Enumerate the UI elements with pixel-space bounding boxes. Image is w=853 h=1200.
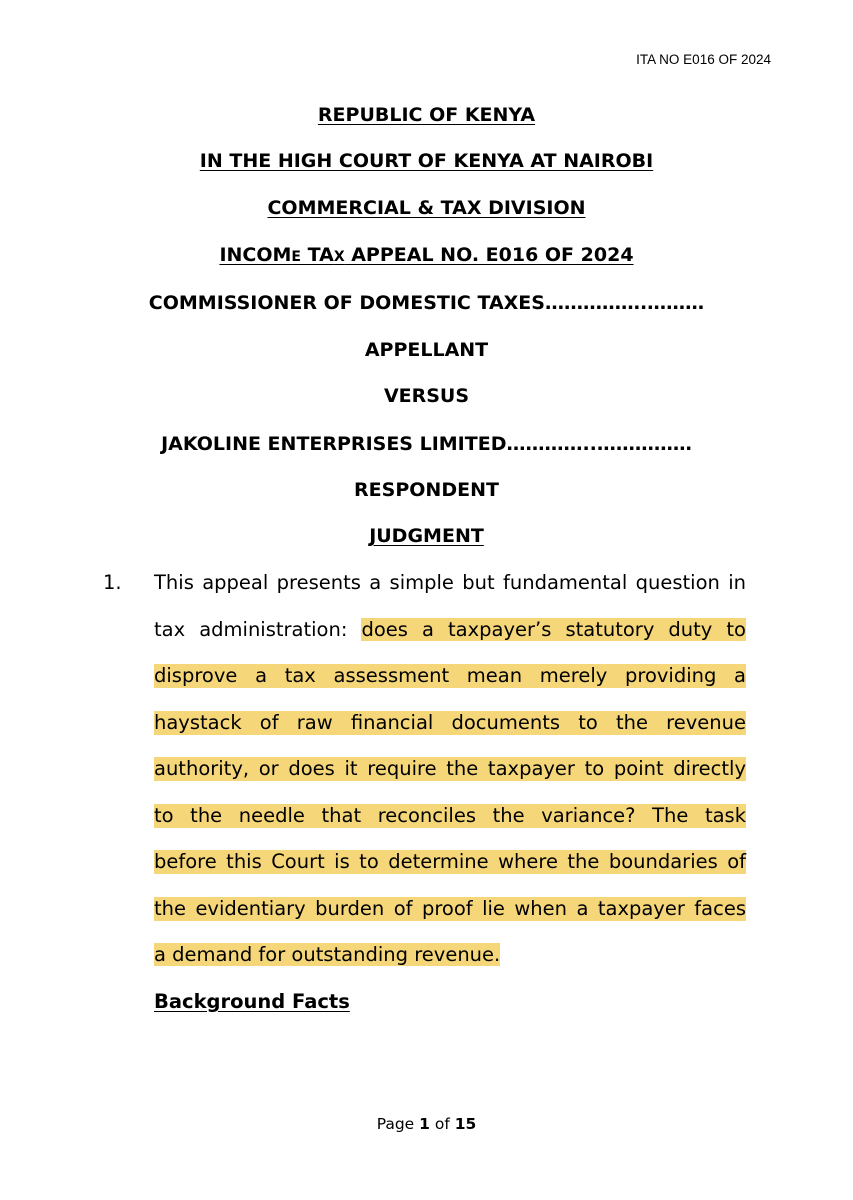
respondent-label: RESPONDENT bbox=[354, 479, 499, 501]
paragraph-line-3: disprove a tax assessment mean merely providing a bbox=[154, 664, 746, 687]
judgment-heading-text: JUDGMENT bbox=[369, 525, 484, 547]
appeal-part-d: X bbox=[333, 249, 345, 265]
title-court-text: IN THE HIGH COURT OF KENYA AT NAIROBI bbox=[199, 150, 654, 172]
footer-page-total: 15 bbox=[454, 1115, 477, 1133]
footer-page-number: 1 bbox=[419, 1115, 430, 1133]
paragraph-line-9-highlight: a demand for outstanding revenue. bbox=[154, 943, 501, 966]
document-reference: ITA NO E016 OF 2024 bbox=[636, 52, 771, 67]
title-court bbox=[0, 149, 853, 173]
paragraph-line-7: before this Court is to determine where the boundaries of bbox=[154, 850, 746, 873]
versus-label: VERSUS bbox=[383, 385, 470, 407]
paragraph-line-9 bbox=[154, 943, 500, 967]
appeal-part-c: TA bbox=[301, 244, 334, 266]
title-division bbox=[0, 196, 853, 220]
title-division-text: COMMERCIAL & TAX DIVISION bbox=[267, 197, 586, 219]
paragraph-line-2 bbox=[154, 618, 746, 642]
appellant-label: APPELLANT bbox=[364, 339, 489, 361]
paragraph-line-8: the evidentiary burden of proof lie when a taxpayer faces bbox=[154, 897, 746, 920]
paragraph-line-2-plain: tax administration: bbox=[154, 618, 362, 641]
footer-of-word: of bbox=[429, 1115, 455, 1133]
paragraph-line-5: authority, or does it require the taxpayer to point directly bbox=[154, 757, 746, 780]
footer-page-word: Page bbox=[376, 1115, 420, 1133]
appellant-name: COMMISSIONER OF DOMESTIC TAXES…………….……… bbox=[148, 292, 705, 314]
paragraph-line-1: This appeal presents a simple but fundamental question in bbox=[154, 571, 746, 594]
paragraph-line-4: haystack of raw financial documents to the revenue bbox=[154, 711, 746, 734]
title-republic bbox=[0, 103, 853, 127]
appeal-part-e: APPEAL NO. E016 OF 2024 bbox=[344, 244, 634, 266]
appeal-part-b: E bbox=[291, 249, 301, 265]
page-footer bbox=[0, 1115, 853, 1133]
appeal-part-a: INCOM bbox=[219, 244, 292, 266]
paragraph-number: 1. bbox=[103, 571, 122, 594]
paragraph-line-2-highlight: does a taxpayer’s statutory duty to bbox=[361, 618, 746, 641]
title-republic-text: REPUBLIC OF KENYA bbox=[317, 104, 536, 126]
respondent-name: JAKOLINE ENTERPRISES LIMITED…………..…………… bbox=[161, 433, 692, 455]
section-heading: Background Facts bbox=[154, 990, 350, 1013]
title-appeal-number bbox=[0, 243, 853, 269]
judgment-heading bbox=[0, 524, 853, 548]
paragraph-line-6: to the needle that reconciles the variance? The task bbox=[154, 804, 746, 827]
